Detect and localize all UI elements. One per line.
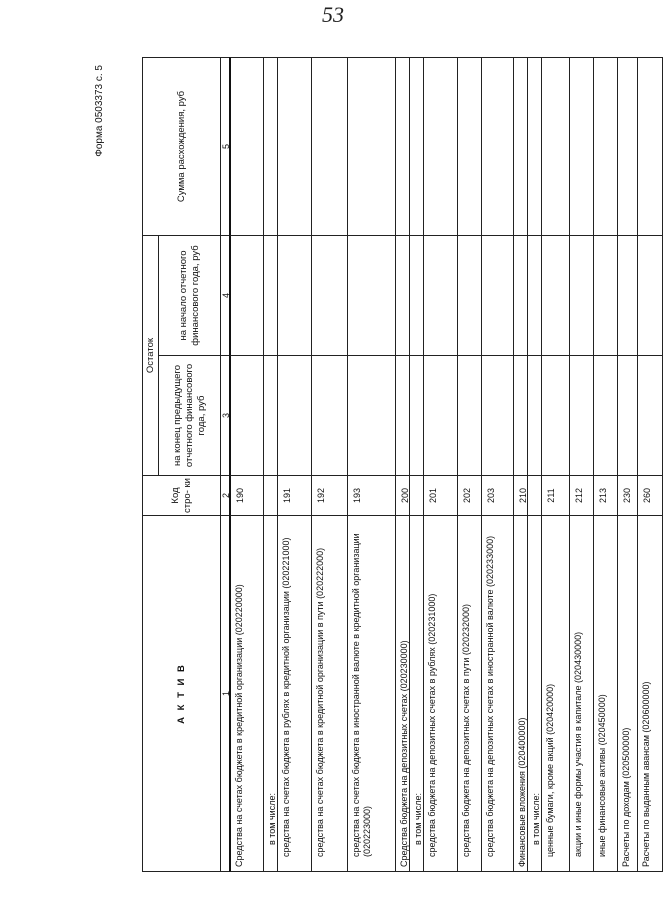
row-balance-start-cell (395, 356, 409, 476)
row-code: 193 (347, 476, 395, 516)
row-label: Расчеты по доходам (020500000) (617, 516, 637, 872)
column-number-4: 4 (220, 236, 229, 356)
row-difference-cell (637, 57, 662, 236)
column-number-2: 2 (220, 476, 229, 516)
column-number-5: 5 (220, 57, 229, 236)
row-label: иные финансовые активы (020450000) (593, 516, 617, 872)
row-balance-end-cell (423, 236, 457, 356)
row-difference-cell (569, 57, 593, 236)
row-balance-start-cell (481, 356, 513, 476)
row-label: средства на счетах бюджета в кредитной организации в пути (020222000) (311, 516, 347, 872)
row-code: 191 (277, 476, 311, 516)
row-balance-end-cell (569, 236, 593, 356)
row-balance-end-cell (513, 236, 527, 356)
row-label: ценные бумаги, кроме акций (020420000) (541, 516, 569, 872)
row-code: 210 (513, 476, 527, 516)
row-difference-cell (481, 57, 513, 236)
row-label: средства на счетах бюджета в рублях в кредитной организации (020221000) (277, 516, 311, 872)
row-balance-end-cell (347, 236, 395, 356)
form-table (142, 57, 652, 872)
row-code: 202 (457, 476, 481, 516)
row-balance-end-cell (311, 236, 347, 356)
row-balance-end-cell (409, 236, 423, 356)
row-label: средства на счетах бюджета в иностранной валюте в кредитной организации (020223000) (347, 516, 395, 872)
row-difference-cell (409, 57, 423, 236)
row-balance-end-cell (617, 236, 637, 356)
row-balance-end-cell (637, 236, 662, 356)
row-code (409, 476, 423, 516)
row-balance-end-cell (277, 236, 311, 356)
row-label: в том числе: (409, 516, 423, 872)
header-balance: Остаток (142, 236, 158, 476)
row-balance-start-cell (263, 356, 277, 476)
row-label: Средства на счетах бюджета в кредитной организации (020220000) (229, 516, 263, 872)
row-label: Финансовые вложения (020400000) (513, 516, 527, 872)
row-code: 192 (311, 476, 347, 516)
row-balance-start-cell (457, 356, 481, 476)
row-label: Расчеты по выданным авансам (020600000) (637, 516, 662, 872)
row-difference-cell (527, 57, 541, 236)
row-difference-cell (513, 57, 527, 236)
row-balance-start-cell (593, 356, 617, 476)
page-number: 53 (322, 2, 344, 27)
row-balance-start-cell (617, 356, 637, 476)
row-balance-end-cell (263, 236, 277, 356)
row-difference-cell (277, 57, 311, 236)
row-balance-start-cell (513, 356, 527, 476)
row-balance-start-cell (229, 356, 263, 476)
row-balance-start-cell (409, 356, 423, 476)
row-balance-start-cell (569, 356, 593, 476)
row-difference-cell (311, 57, 347, 236)
form-reference: Форма 0503373 с. 5 (94, 65, 105, 157)
row-balance-start-cell (637, 356, 662, 476)
column-number-1: 1 (220, 516, 229, 872)
row-label: Средства бюджета на депозитных счетах (020230000) (395, 516, 409, 872)
row-balance-end-cell (527, 236, 541, 356)
row-balance-end-cell (457, 236, 481, 356)
row-balance-end-cell (395, 236, 409, 356)
header-balance-end: на начало отчетного финансового года, руб (158, 236, 220, 356)
row-balance-start-cell (423, 356, 457, 476)
row-code: 203 (481, 476, 513, 516)
row-code: 200 (395, 476, 409, 516)
row-difference-cell (593, 57, 617, 236)
row-balance-start-cell (541, 356, 569, 476)
row-code (263, 476, 277, 516)
column-number-3: 3 (220, 356, 229, 476)
row-code: 190 (229, 476, 263, 516)
row-difference-cell (541, 57, 569, 236)
row-difference-cell (617, 57, 637, 236)
row-balance-end-cell (541, 236, 569, 356)
row-code: 230 (617, 476, 637, 516)
row-difference-cell (347, 57, 395, 236)
row-label: в том числе: (527, 516, 541, 872)
row-difference-cell (457, 57, 481, 236)
row-balance-end-cell (593, 236, 617, 356)
row-code: 260 (637, 476, 662, 516)
row-code: 212 (569, 476, 593, 516)
row-balance-start-cell (277, 356, 311, 476)
row-label: акции и иные формы участия в капитале (020430000) (569, 516, 593, 872)
row-difference-cell (229, 57, 263, 236)
row-balance-start-cell (347, 356, 395, 476)
rotated-form (92, 57, 652, 872)
row-balance-start-cell (527, 356, 541, 476)
row-code: 201 (423, 476, 457, 516)
row-balance-end-cell (229, 236, 263, 356)
row-code (527, 476, 541, 516)
row-balance-start-cell (311, 356, 347, 476)
row-label: в том числе: (263, 516, 277, 872)
header-assets: А К Т И В (142, 516, 220, 872)
row-label: средства бюджета на депозитных счетах в пути (020232000) (457, 516, 481, 872)
row-difference-cell (423, 57, 457, 236)
row-label: средства бюджета на депозитных счетах в рублях (020231000) (423, 516, 457, 872)
header-balance-start: на конец предыдущего отчетного финансового года, руб (158, 356, 220, 476)
row-code: 211 (541, 476, 569, 516)
header-code: Код стро- ки (142, 476, 220, 516)
row-difference-cell (395, 57, 409, 236)
row-balance-end-cell (481, 236, 513, 356)
row-code: 213 (593, 476, 617, 516)
row-difference-cell (263, 57, 277, 236)
header-difference: Сумма расхождения, руб (142, 57, 220, 236)
row-label: средства бюджета на депозитных счетах в иностранной валюте (020233000) (481, 516, 513, 872)
